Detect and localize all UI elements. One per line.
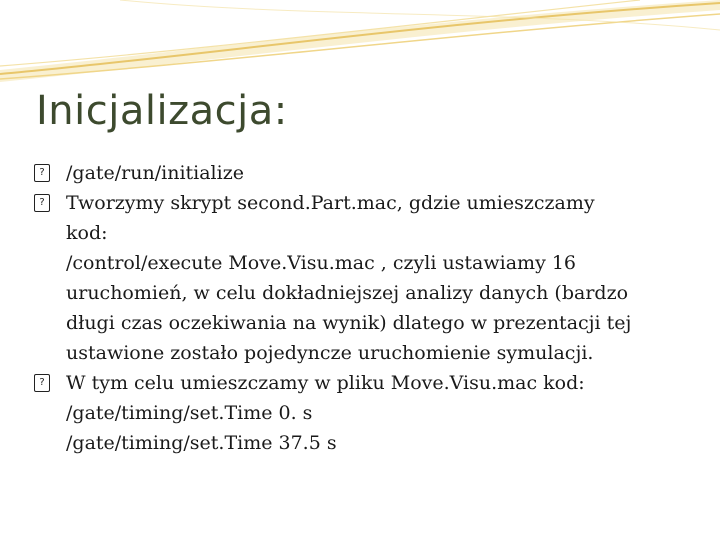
slide-body [34,158,694,458]
bullet-text-continued: ustawione zostało pojedyncze uruchomienie symulacji. [66,342,594,364]
bullet-item [34,158,694,188]
bullet-text-continued: kod: [66,222,108,244]
bullet-item [34,188,694,368]
bullet-text: Tworzymy skrypt second.Part.mac, gdzie umieszczamy [66,192,595,214]
bullet-text: W tym celu umieszczamy w pliku Move.Visu.mac kod: [66,372,585,394]
bullet-item [34,368,694,458]
bullet-icon: ? [34,374,50,392]
bullet-icon: ? [34,164,50,182]
bullet-text-continued: długi czas oczekiwania na wynik) dlatego w prezentacji tej [66,312,632,334]
bullet-text-continued: /gate/timing/set.Time 0. s [66,402,313,424]
bullet-text-continued: uruchomień, w celu dokładniejszej analizy danych (bardzo [66,282,629,304]
bullet-icon: ? [34,194,50,212]
bullet-text-continued: /gate/timing/set.Time 37.5 s [66,432,337,454]
bullet-text: /gate/run/initialize [66,162,244,184]
bullet-text-continued: /control/execute Move.Visu.mac , czyli ustawiamy 16 [66,252,577,274]
slide-title: Inicjalizacja: [36,88,288,134]
